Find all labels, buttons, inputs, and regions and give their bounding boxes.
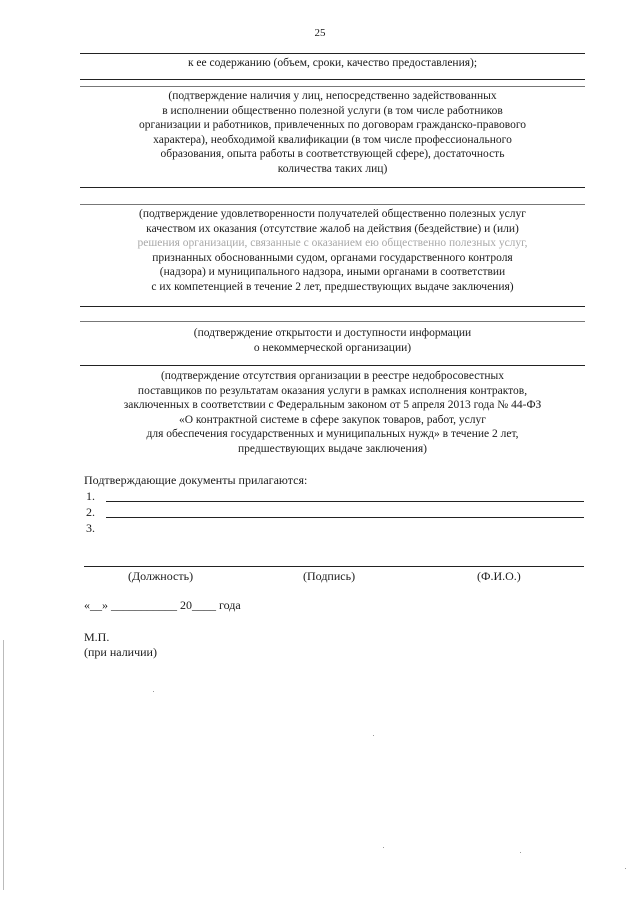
caption-line: поставщиков по результатам оказания услуги в рамках исполнения контрактов,	[137, 384, 528, 397]
signature-line[interactable]	[84, 566, 584, 567]
caption-line: в исполнении общественно полезной услуги (в том числе работников	[162, 104, 503, 117]
document-item-line[interactable]	[106, 501, 584, 502]
blank-line	[80, 306, 585, 307]
scan-speck	[520, 852, 521, 853]
caption-line: (подтверждение наличия у лиц, непосредственно задействованных	[168, 90, 497, 102]
signature-sign-label: (Подпись)	[303, 569, 356, 583]
caption-line: с их компетенцией в течение 2 лет, предшествующих выдаче заключения)	[151, 280, 514, 293]
caption-line: количества таких лиц)	[277, 162, 388, 175]
scan-speck	[373, 735, 374, 736]
blank-line	[80, 86, 585, 87]
caption-line: (подтверждение отсутствия организации в реестре недобросовестных	[160, 370, 505, 382]
blank-line	[80, 204, 585, 205]
caption-line: к ее содержанию (объем, сроки, качество предоставления);	[187, 57, 478, 69]
caption-line: для обеспечения государственных и муниципальных нужд» в течение 2 лет,	[146, 428, 519, 441]
document-item-line[interactable]	[106, 517, 584, 518]
blank-line	[80, 365, 585, 366]
caption-block-satisfaction	[80, 207, 585, 295]
document-item-number: 1.	[86, 489, 95, 503]
caption-line: «О контрактной системе в сфере закупок товаров, работ, услуг	[179, 413, 486, 426]
scan-edge-shadow	[3, 640, 4, 890]
blank-line	[80, 187, 585, 188]
blank-line	[80, 53, 585, 54]
caption-block-openness	[80, 326, 585, 355]
page-number: 25	[314, 27, 326, 39]
caption-line: о некоммерческой организации)	[253, 341, 412, 354]
caption-line: качеством их оказания (отсутствие жалоб на действия (бездействие) и (или)	[146, 222, 519, 235]
signature-position-label: (Должность)	[128, 569, 194, 583]
stamp-label: М.П.	[84, 630, 110, 644]
caption-line: (надзора) и муниципального надзора, иными органами в соответствии	[159, 266, 506, 279]
date-line: «__» ___________ 20____ года	[84, 598, 241, 612]
scan-speck	[625, 868, 626, 869]
signature-name-label: (Ф.И.О.)	[477, 569, 521, 583]
caption-line: признанных обоснованными судом, органами государственного контроля	[152, 251, 513, 264]
caption-line: организации и работников, привлеченных по договорам гражданско-правового	[138, 119, 527, 132]
stamp-note: (при наличии)	[84, 645, 157, 659]
caption-line: характера), необходимой квалификации (в том числе профессионального	[153, 133, 512, 146]
scan-speck	[153, 691, 154, 692]
caption-line: (подтверждение удовлетворенности получателей общественно полезных услуг	[139, 208, 526, 220]
caption-line: образования, опыта работы в соответствующей сфере), достаточность	[160, 148, 505, 161]
caption-line: заключенных в соответствии с Федеральным законом от 5 апреля 2013 года № 44-ФЗ	[123, 399, 542, 412]
documents-heading: Подтверждающие документы прилагаются:	[84, 473, 308, 487]
caption-line: (подтверждение открытости и доступности информации	[193, 327, 472, 339]
caption-block-qualification	[80, 89, 585, 177]
blank-line	[80, 79, 585, 80]
caption-block-registry	[80, 369, 585, 457]
blank-line	[80, 321, 585, 322]
caption-line: предшествующих выдаче заключения)	[238, 442, 427, 455]
caption-line: решения организации, связанные с оказанием ею общественно полезных услуг,	[137, 237, 528, 250]
scan-speck	[383, 847, 384, 848]
document-item-number: 2.	[86, 505, 95, 519]
document-item-number: 3.	[86, 521, 95, 535]
